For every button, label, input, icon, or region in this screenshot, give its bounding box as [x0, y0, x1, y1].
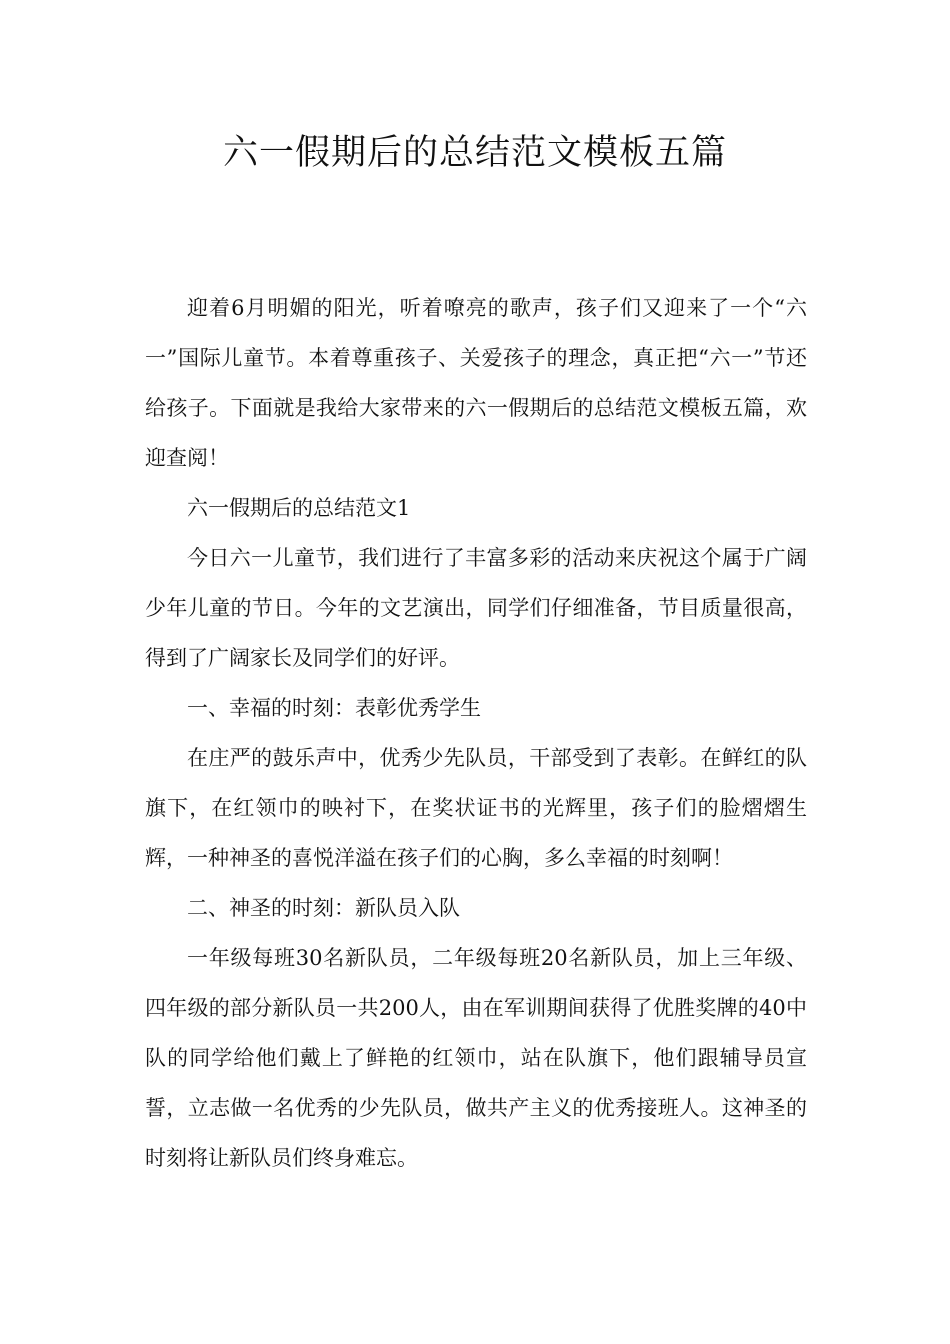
body-paragraph: 在庄严的鼓乐声中，优秀少先队员，干部受到了表彰。在鲜红的队旗下，在红领巾的映衬下，在奖状证书的光辉里，孩子们的脸熠熠生辉，一种神圣的喜悦洋溢在孩子们的心胸，多么幸福的时刻啊！ [145, 746, 807, 870]
document-title: 六一假期后的总结范文模板五篇 [222, 133, 727, 173]
document-body [145, 283, 807, 1183]
intro-paragraph: 迎着6月明媚的阳光，听着嘹亮的歌声，孩子们又迎来了一个“六一”国际儿童节。本着尊重孩子、关爱孩子的理念，真正把“六一”节还给孩子。下面就是我给大家带来的六一假期后的总结范文模板五篇，欢迎查阅！ [145, 296, 807, 470]
section-heading: 六一假期后的总结范文1 [187, 496, 411, 520]
body-paragraph: 今日六一儿童节，我们进行了丰富多彩的活动来庆祝这个属于广阔少年儿童的节日。今年的文艺演出，同学们仔细准备，节目质量很高，得到了广阔家长及同学们的好评。 [145, 546, 807, 670]
subsection-heading: 二、神圣的时刻：新队员入队 [187, 896, 460, 920]
body-paragraph: 一年级每班30名新队员，二年级每班20名新队员，加上三年级、四年级的部分新队员一共200人，由在军训期间获得了优胜奖牌的40中队的同学给他们戴上了鲜艳的红领巾，站在队旗下，他们跟辅导员宣誓，立志做一名优秀的少先队员，做共产主义的优秀接班人。这神圣的时刻将让新队员们终身难忘。 [145, 946, 807, 1170]
subsection-heading: 一、幸福的时刻：表彰优秀学生 [187, 696, 481, 720]
